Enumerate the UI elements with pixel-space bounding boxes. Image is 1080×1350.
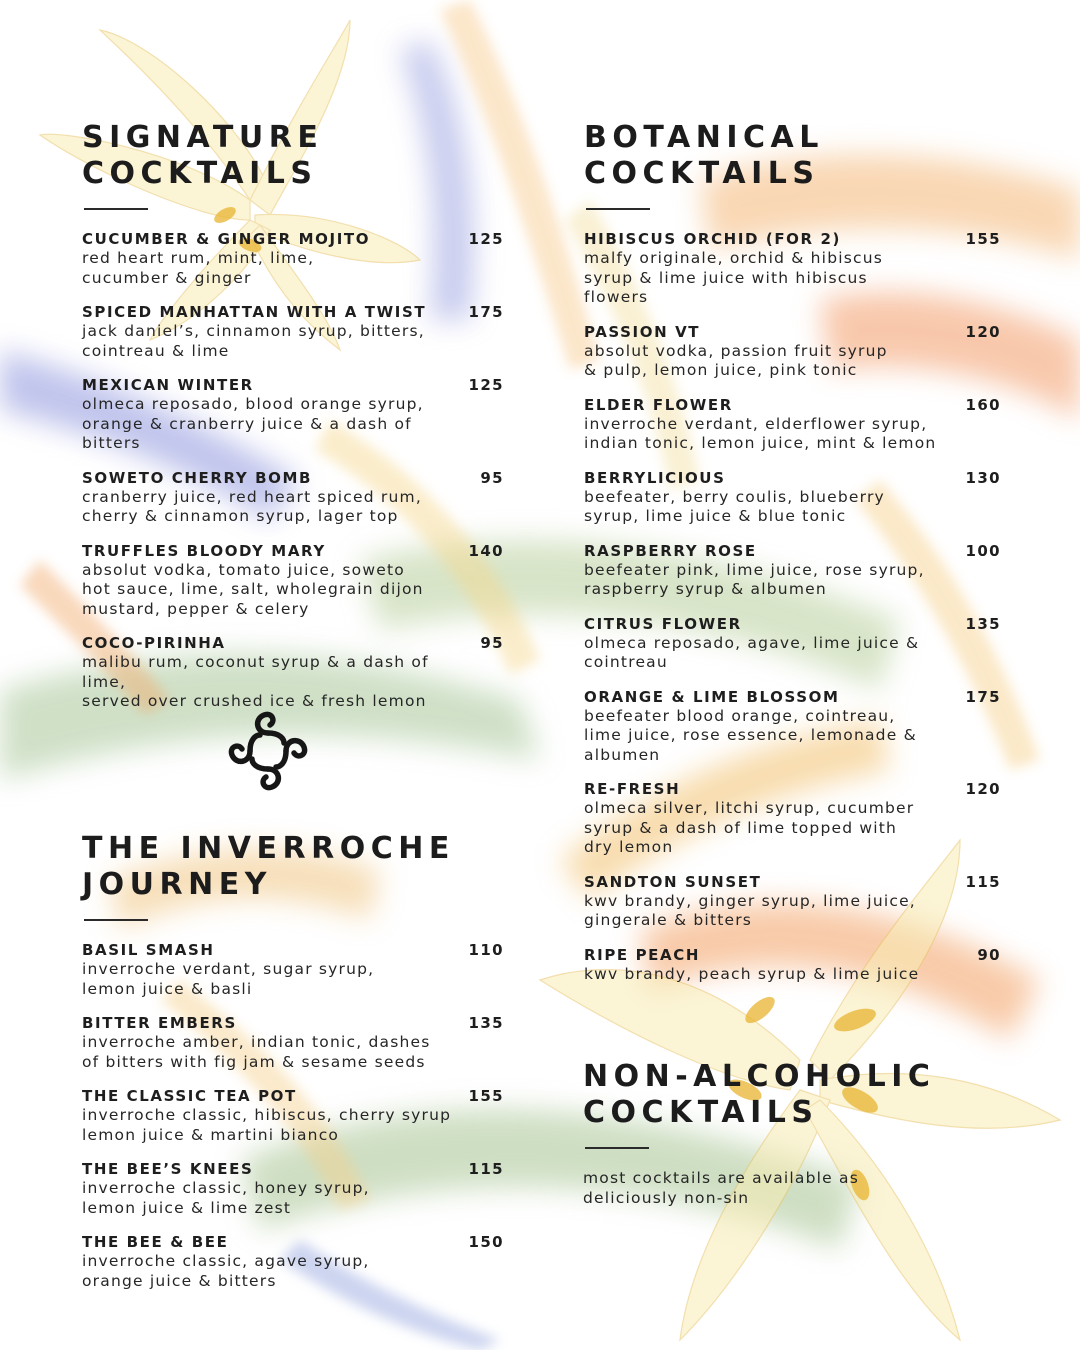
item-description: jack daniel’s, cinnamon syrup, bitters, cointreau & lime	[82, 322, 425, 360]
item-price: 155	[468, 1087, 504, 1105]
botanical-heading-line1: BOTANICAL	[584, 120, 824, 155]
item-price: 135	[965, 614, 1001, 633]
menu-item	[584, 780, 1004, 858]
menu-item	[82, 303, 507, 361]
item-description: absolut vodka, passion fruit syrup & pulp, lemon juice, pink tonic	[584, 341, 888, 379]
menu-item	[82, 469, 507, 527]
item-name: THE CLASSIC TEA POT	[82, 1087, 297, 1105]
menu-item	[82, 634, 507, 712]
item-description: kwv brandy, peach syrup & lime juice	[584, 964, 920, 983]
menu-item	[82, 1160, 507, 1218]
item-price: 135	[468, 1014, 504, 1032]
item-price: 130	[965, 468, 1001, 487]
item-description: absolut vodka, tomato juice, soweto hot sauce, lime, salt, wholegrain dijon mustard, pepper & celery	[82, 560, 424, 618]
menu-item	[584, 688, 1004, 766]
menu-item	[584, 323, 1004, 381]
item-name: CUCUMBER & GINGER MOJITO	[82, 230, 371, 248]
menu-item	[82, 230, 507, 288]
item-name: RIPE PEACH	[584, 945, 701, 964]
item-description: malibu rum, coconut syrup & a dash of lime, served over crushed ice & fresh lemon	[82, 653, 429, 710]
menu-item	[584, 230, 1004, 308]
item-price: 115	[468, 1160, 504, 1178]
item-price: 95	[480, 634, 504, 652]
journey-heading-line2: JOURNEY	[82, 867, 272, 902]
journey-list	[82, 941, 507, 1291]
section-inverroche-journey	[82, 831, 507, 1306]
item-description: olmeca reposado, blood orange syrup, orange & cranberry juice & a dash of bitters	[82, 395, 424, 452]
menu-item	[82, 941, 507, 999]
journey-heading	[82, 831, 507, 903]
item-name: SANDTON SUNSET	[584, 872, 762, 891]
item-description: inverroche verdant, sugar syrup, lemon juice & basli	[82, 960, 375, 998]
item-price: 155	[965, 230, 1001, 248]
item-name: BERRYLICIOUS	[584, 468, 726, 487]
item-description: red heart rum, mint, lime, cucumber & ginger	[82, 249, 315, 287]
item-price: 120	[965, 322, 1001, 341]
menu-item	[584, 469, 1004, 527]
item-price: 160	[965, 395, 1001, 414]
item-price: 100	[965, 541, 1001, 560]
item-name: SPICED MANHATTAN WITH A TWIST	[82, 303, 427, 321]
swirl-ornament-icon	[220, 703, 316, 799]
item-price: 150	[468, 1233, 504, 1251]
item-description: kwv brandy, ginger syrup, lime juice, gingerale & bitters	[584, 891, 916, 929]
item-description: inverroche classic, honey syrup, lemon juice & lime zest	[82, 1179, 370, 1217]
section-botanical-cocktails	[584, 120, 1004, 999]
item-description: beefeater pink, lime juice, rose syrup, raspberry syrup & albumen	[584, 560, 925, 598]
item-name: ORANGE & LIME BLOSSOM	[584, 687, 840, 706]
signature-list	[82, 230, 507, 712]
item-name: THE BEE & BEE	[82, 1233, 229, 1251]
item-price: 175	[965, 687, 1001, 706]
heading-divider	[84, 208, 148, 210]
journey-heading-line1: THE INVERROCHE	[82, 831, 455, 866]
item-price: 110	[468, 941, 504, 959]
item-name: RE-FRESH	[584, 780, 681, 798]
non-alcoholic-heading-line2: COCKTAILS	[583, 1095, 819, 1130]
item-price: 95	[480, 468, 504, 487]
item-name: MEXICAN WINTER	[82, 376, 254, 394]
botanical-heading-line2: COCKTAILS	[584, 156, 820, 191]
non-alcoholic-heading	[583, 1059, 1003, 1131]
item-name: BASIL SMASH	[82, 941, 215, 959]
section-non-alcoholic-cocktails	[583, 1059, 1003, 1208]
item-description: olmeca reposado, agave, lime juice & cointreau	[584, 633, 920, 671]
item-price: 125	[468, 230, 504, 248]
item-name: TRUFFLES BLOODY MARY	[82, 541, 326, 560]
menu-item	[82, 1233, 507, 1291]
menu-item	[584, 946, 1004, 985]
item-name: PASSION VT	[584, 322, 701, 341]
heading-divider	[586, 208, 650, 210]
signature-heading-line2: COCKTAILS	[82, 156, 318, 191]
menu-item	[82, 376, 507, 454]
item-price: 140	[468, 541, 504, 560]
item-price: 115	[965, 872, 1001, 891]
heading-divider	[585, 1147, 649, 1149]
signature-heading-line1: SIGNATURE	[82, 120, 324, 155]
item-description: inverroche amber, indian tonic, dashes of bitters with fig jam & sesame seeds	[82, 1033, 431, 1071]
item-name: COCO-PIRINHA	[82, 634, 226, 652]
item-name: SOWETO CHERRY BOMB	[82, 468, 313, 487]
heading-divider	[84, 919, 148, 921]
item-description: inverroche verdant, elderflower syrup, indian tonic, lemon juice, mint & lemon	[584, 414, 937, 452]
item-name: ELDER FLOWER	[584, 395, 733, 414]
botanical-list	[584, 230, 1004, 984]
menu-item	[82, 542, 507, 620]
menu-item	[584, 396, 1004, 454]
menu-item	[584, 542, 1004, 600]
item-name: BITTER EMBERS	[82, 1014, 237, 1032]
item-description: inverroche classic, agave syrup, orange juice & bitters	[82, 1252, 370, 1290]
item-description: beefeater, berry coulis, blueberry syrup, lime juice & blue tonic	[584, 487, 885, 525]
item-name: CITRUS FLOWER	[584, 614, 742, 633]
botanical-heading	[584, 120, 1004, 192]
item-price: 120	[965, 780, 1001, 798]
item-description: inverroche classic, hibiscus, cherry syrup lemon juice & martini bianco	[82, 1106, 452, 1144]
signature-heading	[82, 120, 507, 192]
non-alcoholic-note: most cocktails are available as deliciously non-sin	[583, 1169, 860, 1207]
menu-item	[82, 1014, 507, 1072]
menu-item	[584, 615, 1004, 673]
item-price: 90	[977, 945, 1001, 964]
item-name: HIBISCUS ORCHID (FOR 2)	[584, 230, 842, 248]
item-description: malfy originale, orchid & hibiscus syrup & lime juice with hibiscus flowers	[584, 249, 884, 306]
item-name: RASPBERRY ROSE	[584, 541, 757, 560]
item-price: 175	[468, 303, 504, 321]
item-description: cranberry juice, red heart spiced rum, cherry & cinnamon syrup, lager top	[82, 487, 422, 525]
section-signature-cocktails	[82, 120, 507, 727]
menu-item	[584, 873, 1004, 931]
non-alcoholic-heading-line1: NON-ALCOHOLIC	[583, 1059, 936, 1094]
item-description: beefeater blood orange, cointreau, lime juice, rose essence, lemonade & albumen	[584, 706, 917, 764]
menu-item	[82, 1087, 507, 1145]
item-name: THE BEE’S KNEES	[82, 1160, 254, 1178]
item-price: 125	[468, 376, 504, 394]
item-description: olmeca silver, litchi syrup, cucumber syrup & a dash of lime topped with dry lemon	[584, 799, 915, 856]
